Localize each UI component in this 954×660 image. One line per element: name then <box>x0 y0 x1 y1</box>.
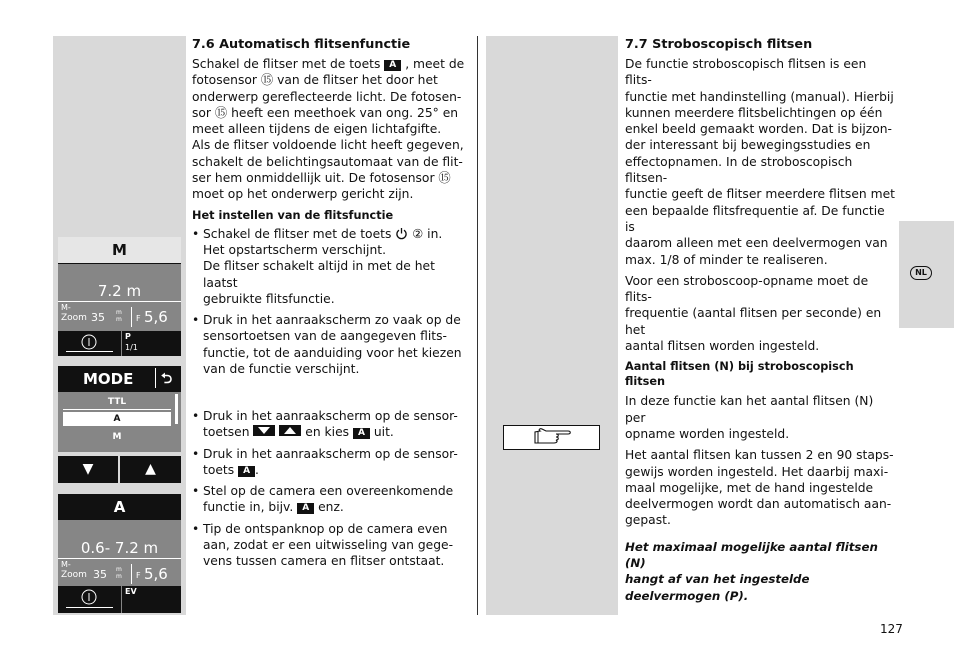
mode-title-separator <box>155 368 156 388</box>
screen3-zoom-prefix: M- <box>61 560 71 569</box>
right-text-column <box>625 37 897 604</box>
para4-line: maal mogelijke, met de hand ingestelde <box>625 480 874 495</box>
middle-gray-band <box>486 36 618 615</box>
para1-line: functie met handinstelling (manual). Hierbij <box>625 89 894 104</box>
instructions-list-2 <box>192 408 472 570</box>
para1-line: functie geeft de flitser meerdere flitsen met <box>625 187 895 202</box>
screen1-zoom-unit-bottom: m <box>116 316 122 323</box>
screen1-p-value: 1/1 <box>125 343 138 352</box>
note-line: hangt af van het ingestelde deelvermogen (P). <box>625 572 810 603</box>
intro-line-2: onderwerp gereflecteerde licht. De fotosen- <box>192 89 462 104</box>
strobe-para-3 <box>625 393 897 442</box>
intro-line-3: sor ⑮ heeft een meethoek van ong. 25° en <box>192 105 459 120</box>
screen3-zoom-label: Zoom <box>61 570 87 580</box>
info-underline <box>66 351 113 352</box>
intro-line-1: fotosensor ⑮ van de flitser het door het <box>192 73 438 88</box>
language-badge: NL <box>910 266 932 280</box>
note-line: Het maximaal mogelijke aantal flitsen (N) <box>625 539 878 571</box>
mode-option-m[interactable]: M <box>112 432 122 442</box>
screen3-ev-button[interactable] <box>122 586 181 613</box>
subheading-aantal-flitsen: Aantal flitsen (N) bij stroboscopisch flitsen <box>625 360 854 389</box>
mode-option-list <box>58 392 181 452</box>
up-key-icon <box>279 425 301 436</box>
bullet-5: • Stel op de camera een overeenkomende functie in, bijv. A enz. <box>192 483 472 516</box>
bullet-2: • Druk in het aanraakscherm zo vaak op de sensortoetsen van de aangegeven flits- functie, tot de aanduiding voor het kiezen van de functie verschijnt. <box>192 312 472 377</box>
section-heading-7-7: 7.7 Stroboscopisch flitsen <box>625 37 813 52</box>
screen1-zoom-value: 35 <box>91 311 105 324</box>
bullet-1: • Schakel de flitser met de toets ② in. Het opstartscherm verschijnt. De flitser schakelt altijd in met de het laatst gebruikte flitsfunctie. <box>192 226 472 307</box>
para1-line: max. 1/8 of minder te realiseren. <box>625 252 828 267</box>
para2-line: Voor een stroboscoop-opname moet de flits- <box>625 273 869 305</box>
intro-line-5: Als de flitser voldoende licht heeft gegeven, <box>192 138 464 153</box>
flash-screen-a <box>58 494 181 613</box>
page-number: 127 <box>880 622 903 636</box>
para4-line: gewijs worden ingesteld. Het daarbij maxi- <box>625 464 889 479</box>
para1-line: der interessant bij bewegingsstudies en <box>625 138 871 153</box>
para1-line: enkel beeld gemaakt worden. Dat is bijzon- <box>625 122 892 137</box>
para4-line: gepast. <box>625 513 671 528</box>
mode-scrollbar[interactable] <box>175 394 178 424</box>
key-a-icon: A <box>238 466 255 477</box>
bullet-3: • Druk in het aanraakscherm op de sensor- toetsen en kies A uit. <box>192 408 472 441</box>
screen3-zoom-unit-bottom: m <box>116 573 122 580</box>
back-icon[interactable]: ⮌ <box>161 371 173 387</box>
para3-line: opname worden ingesteld. <box>625 426 790 441</box>
screen3-separator <box>131 564 132 584</box>
down-key-icon <box>253 425 275 436</box>
screen1-f-label: F <box>136 314 141 323</box>
screen1-info-button[interactable] <box>58 331 121 356</box>
flash-screen-m <box>58 237 181 356</box>
down-button[interactable]: ▼ <box>58 456 118 483</box>
strobe-para-4 <box>625 447 897 528</box>
intro-line-6: schakelt de belichtingsautomaat van de flit- <box>192 154 463 169</box>
screen1-separator <box>131 307 132 327</box>
screen1-distance: 7.2 m <box>97 282 142 300</box>
instructions-list-1 <box>192 226 472 378</box>
section-heading-7-6: 7.6 Automatisch flitsenfunctie <box>192 37 411 52</box>
screen3-zoom-value: 35 <box>93 568 107 581</box>
screen3-info-button[interactable] <box>58 586 121 613</box>
para2-line: aantal flitsen worden ingesteld. <box>625 339 820 354</box>
intro-line-4: meet alleen tijdens de eigen lichtafgifte. <box>192 122 442 137</box>
screen1-zoom-label: Zoom <box>61 313 87 323</box>
para2-line: frequentie (aantal flitsen per seconde) en het <box>625 306 882 337</box>
screen1-divider-line <box>58 301 181 302</box>
screen-title-a: A <box>58 494 181 520</box>
screen3-f-label: F <box>136 571 141 580</box>
para1-line: kunnen meerdere flitsbelichtingen op één <box>625 105 883 120</box>
intro-line-0: Schakel de flitser met de toets A , meet de <box>192 57 465 71</box>
screen-title-m: M <box>58 237 181 264</box>
para4-line: Het aantal flitsen kan tussen 2 en 90 staps- <box>625 448 894 463</box>
para4-line: deelvermogen wordt dan automatisch aan- <box>625 497 892 512</box>
info-icon <box>80 588 98 606</box>
info-underline <box>66 607 113 608</box>
subheading-instellen: Het instellen van de flitsfunctie <box>192 208 394 222</box>
left-text-column <box>192 37 472 377</box>
para1-line: daarom alleen met een deelvermogen van <box>625 236 888 251</box>
screen1-p-button[interactable] <box>122 331 181 356</box>
screen3-ev-label: EV <box>125 587 137 596</box>
key-a-icon: A <box>384 60 401 71</box>
key-a-icon: A <box>353 428 370 439</box>
screen1-zoom-unit-top: m <box>116 309 122 316</box>
flash-screen-mode <box>58 366 181 483</box>
pointing-hand-icon <box>532 428 572 446</box>
mode-option-ttl[interactable]: TTL <box>63 396 171 410</box>
para1-line: effectopnamen. In de stroboscopisch flitsen- <box>625 154 853 186</box>
up-button[interactable]: ▲ <box>120 456 181 483</box>
para1-line: een bepaalde flitsfrequentie af. De functie is <box>625 203 885 234</box>
mode-option-a[interactable]: A <box>63 412 171 426</box>
screen3-f-value: 5,6 <box>144 565 168 583</box>
bullet-6: • Tip de ontspanknop op de camera even aan, zodat er een uitwisseling van gege- vens tussen camera en flitser ontstaat. <box>192 521 472 570</box>
column-divider <box>477 36 478 615</box>
screen3-zoom-unit-top: m <box>116 566 122 573</box>
strobe-para-1 <box>625 56 897 268</box>
screen1-p-label: P <box>125 332 131 341</box>
screen-title-mode <box>58 366 181 392</box>
mode-title-text: MODE <box>83 370 134 388</box>
screen3-distance: 0.6- 7.2 m <box>80 539 159 557</box>
screen1-zoom-prefix: M- <box>61 303 71 312</box>
note-hand-icon-box <box>503 425 600 450</box>
info-icon <box>80 333 98 351</box>
bullet-4: • Druk in het aanraakscherm op de sensor- toets A . <box>192 446 472 479</box>
intro-line-7: ser hem onmiddellijk uit. De fotosensor ⑮ <box>192 171 451 186</box>
screen1-f-value: 5,6 <box>144 308 168 326</box>
note-text <box>625 539 897 604</box>
left-text-column-lower <box>192 408 472 570</box>
screen3-divider-line <box>58 558 181 559</box>
key-a-icon: A <box>297 503 314 514</box>
power-icon <box>395 227 408 240</box>
intro-line-8: moet op het onderwerp gericht zijn. <box>192 187 414 202</box>
para1-line: De functie stroboscopisch flitsen is een flits- <box>625 57 867 88</box>
para3-line: In deze functie kan het aantal flitsen (N) per <box>625 394 874 425</box>
strobe-para-2 <box>625 273 897 354</box>
